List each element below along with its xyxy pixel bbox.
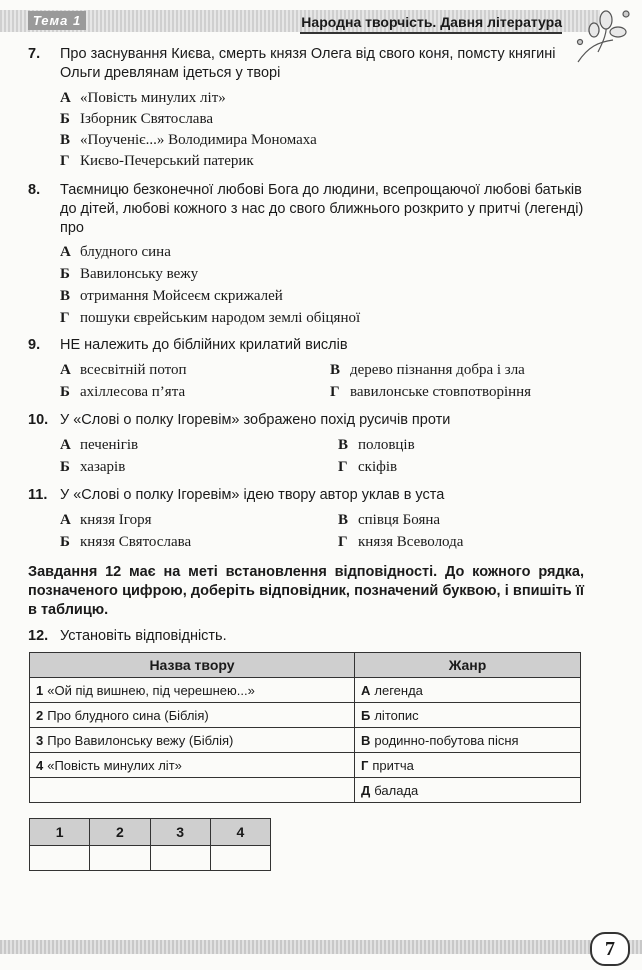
- answer-header: 3: [150, 819, 210, 846]
- option: [60, 435, 138, 455]
- option-text: «Повість минулих літ»: [80, 90, 226, 106]
- question-7: [28, 45, 588, 83]
- task-instruction: Завдання 12 має на меті встановлення відповідності. До кожного рядка, позначеного цифрою, доберіть відповідник, позначений буквою, і впишіть її в таблицю.: [28, 564, 584, 618]
- option: [60, 130, 317, 150]
- work-title: Про блудного сина (Біблія): [47, 707, 209, 723]
- answer-cell[interactable]: [150, 846, 210, 871]
- question-text: У «Слові о полку Ігоревім» ідею твору автор уклав в уста: [60, 487, 445, 503]
- question-9: [28, 336, 588, 355]
- option: [60, 510, 151, 530]
- genre-cell: [355, 753, 581, 778]
- question-number: 8.: [28, 182, 41, 198]
- option-letter: Г: [338, 459, 348, 475]
- option: [60, 308, 360, 328]
- row-number: 3: [36, 732, 44, 748]
- question-number: 12.: [28, 628, 49, 644]
- work-cell: [30, 678, 355, 703]
- option-letter: А: [60, 90, 71, 106]
- genre-letter: Г: [361, 757, 369, 773]
- option: [60, 109, 213, 129]
- question-text: Таємницю безконечної любові Бога до людини, всепрощаючої любові батьків до дітей, любові кожного з нас до свого ближнього розкрито у притчі (легенді) про: [60, 182, 584, 236]
- table-row: [30, 678, 581, 703]
- option-text: скіфів: [358, 459, 398, 475]
- footer-band: [0, 940, 642, 954]
- option-text: князя Святослава: [80, 534, 192, 550]
- option-letter: Г: [60, 153, 70, 169]
- option-text: половців: [358, 437, 415, 453]
- option-text: хазарів: [80, 459, 126, 475]
- genre-name: родинно-побутова пісня: [374, 732, 519, 748]
- option-text: Ізборник Святослава: [80, 111, 214, 127]
- option-text: Вавилонську вежу: [80, 266, 199, 282]
- option: [330, 360, 525, 380]
- genre-name: легенда: [374, 682, 423, 698]
- option-text: вавилонське стовпотворіння: [350, 384, 532, 400]
- topic-tag: Тема 1: [28, 11, 86, 30]
- option: [338, 435, 415, 455]
- option-letter: Г: [330, 384, 340, 400]
- option-text: отримання Мойсеєм скрижалей: [80, 288, 283, 304]
- question-number: 7.: [28, 46, 41, 62]
- option-text: князя Всеволода: [358, 534, 464, 550]
- answer-table: [29, 818, 271, 871]
- question-number: 9.: [28, 337, 41, 353]
- column-header-genre: Жанр: [355, 653, 581, 678]
- option-letter: А: [60, 437, 71, 453]
- option-letter: В: [338, 437, 349, 453]
- work-cell: [30, 753, 355, 778]
- option-letter: В: [60, 132, 71, 148]
- genre-name: літопис: [374, 707, 419, 723]
- work-cell: [30, 778, 355, 803]
- table-row: [30, 753, 581, 778]
- option: [60, 457, 125, 477]
- option-text: Києво-Печерський патерик: [80, 153, 254, 169]
- option: [60, 242, 171, 262]
- table-row: [30, 728, 581, 753]
- option-letter: Г: [60, 310, 70, 326]
- option: [60, 88, 226, 108]
- genre-name: балада: [374, 782, 419, 798]
- row-number: 1: [36, 682, 44, 698]
- option-letter: А: [60, 244, 71, 260]
- option-text: дерево пізнання добра і зла: [350, 362, 525, 378]
- question-number: 10.: [28, 412, 49, 428]
- column-header-title: Назва твору: [30, 653, 355, 678]
- row-number: 2: [36, 707, 44, 723]
- matching-table: [29, 652, 581, 803]
- option: [338, 532, 463, 552]
- genre-cell: [355, 778, 581, 803]
- work-title: «Повість минулих літ»: [47, 757, 182, 773]
- row-number: 4: [36, 757, 44, 773]
- option: [338, 457, 397, 477]
- work-title: «Ой під вишнею, під черешнею...»: [47, 682, 255, 698]
- answer-cell[interactable]: [210, 846, 270, 871]
- option-text: князя Ігоря: [80, 512, 152, 528]
- question-text: Установіть відповідність.: [60, 628, 227, 644]
- option-text: всесвітній потоп: [80, 362, 187, 378]
- work-title: Про Вавилонську вежу (Біблія): [47, 732, 234, 748]
- option-text: ахіллесова п’ята: [80, 384, 186, 400]
- option-letter: В: [60, 288, 71, 304]
- work-cell: [30, 728, 355, 753]
- genre-letter: А: [361, 682, 371, 698]
- question-12: [28, 627, 588, 646]
- answer-header: 1: [30, 819, 90, 846]
- option-letter: А: [60, 512, 71, 528]
- option: [60, 286, 283, 306]
- option-text: пошуки єврейським народом землі обіцяної: [80, 310, 361, 326]
- answer-cell[interactable]: [90, 846, 150, 871]
- answer-header: 2: [90, 819, 150, 846]
- option-text: «Поученіє...» Володимира Мономаха: [80, 132, 317, 148]
- option: [60, 264, 198, 284]
- option: [330, 382, 531, 402]
- option: [338, 510, 440, 530]
- genre-name: притча: [372, 757, 414, 773]
- question-11: [28, 486, 588, 505]
- option: [60, 382, 185, 402]
- work-cell: [30, 703, 355, 728]
- question-text: У «Слові о полку Ігоревім» зображено похід русичів проти: [60, 412, 451, 428]
- header-title: Народна творчість. Давня література: [300, 14, 562, 34]
- option-text: співця Бояна: [358, 512, 441, 528]
- option-letter: Г: [338, 534, 348, 550]
- option-letter: Б: [60, 384, 70, 400]
- table-row: [30, 703, 581, 728]
- answer-header: 4: [210, 819, 270, 846]
- option-letter: Б: [60, 111, 70, 127]
- genre-cell: [355, 703, 581, 728]
- option-letter: Б: [60, 534, 70, 550]
- page-number: 7: [590, 932, 630, 966]
- genre-cell: [355, 678, 581, 703]
- genre-letter: В: [361, 732, 371, 748]
- option-letter: В: [330, 362, 341, 378]
- genre-cell: [355, 728, 581, 753]
- option: [60, 532, 191, 552]
- genre-letter: Б: [361, 707, 371, 723]
- table-row: [30, 778, 581, 803]
- genre-letter: Д: [361, 782, 371, 798]
- option-letter: Б: [60, 266, 70, 282]
- question-10: [28, 411, 588, 430]
- option: [60, 151, 254, 171]
- question-number: 11.: [28, 487, 48, 503]
- question-8: [28, 181, 588, 238]
- question-text: Про заснування Києва, смерть князя Олега від свого коня, помсту княгині Ольги древлянам ідеться у творі: [60, 46, 556, 81]
- option-letter: Б: [60, 459, 70, 475]
- option-text: блудного сина: [80, 244, 171, 260]
- option-letter: А: [60, 362, 71, 378]
- answer-cell[interactable]: [30, 846, 90, 871]
- question-text: НЕ належить до біблійних крилатий вислів: [60, 337, 348, 353]
- option-letter: В: [338, 512, 349, 528]
- option-text: печенігів: [80, 437, 139, 453]
- option: [60, 360, 187, 380]
